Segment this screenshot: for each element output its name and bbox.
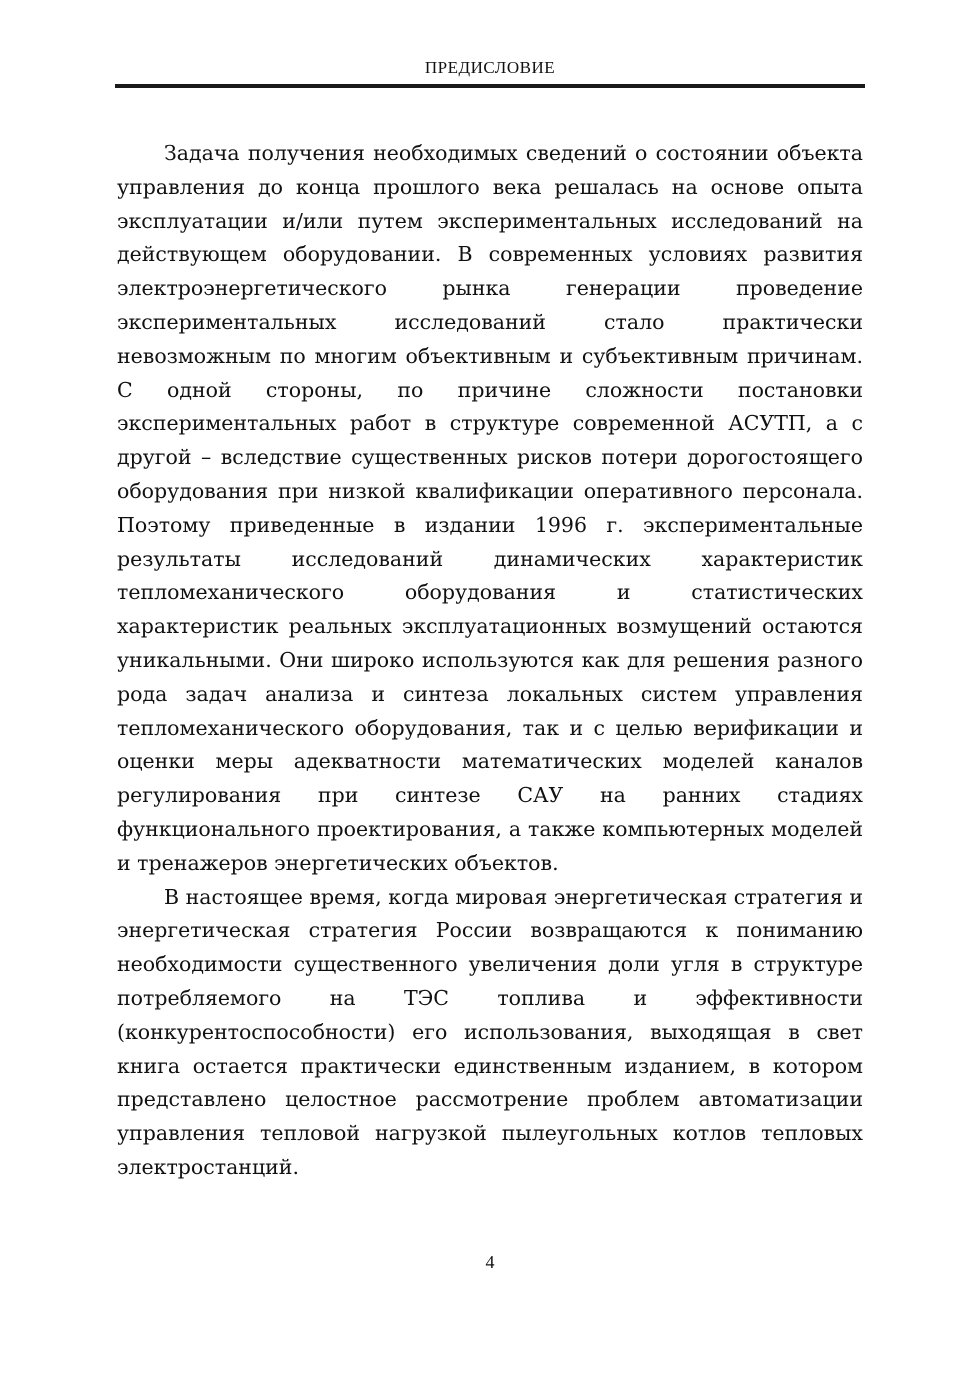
header-rule	[115, 84, 865, 88]
paragraph-2: В настоящее время, когда мировая энергетическая стратегия и энергетическая стратегия России возвращаются к пониманию необходимости существенного увеличения доли угля в структуре потребляемого на ТЭС топлива и эффективности (конкурентоспособности) его использования, выходящая в свет книга остается практически единственным изданием, в котором представлено целостное рассмотрение проблем автоматизации управления тепловой нагрузкой пылеугольных котлов тепловых электростанций.	[117, 884, 863, 1179]
running-header-title: ПРЕДИСЛОВИЕ	[424, 58, 556, 77]
page-number: 4	[485, 1252, 495, 1272]
body-text	[117, 137, 863, 1185]
paragraph-1: Задача получения необходимых сведений о состоянии объекта управления до конца прошлого века решалась на основе опыта эксплуатации и/или путем экспериментальных исследований на действующем оборудовании. В современных условиях развития электроэнергетического рынка генерации проведение экспериментальных исследований стало практически невозможным по многим объективным и субъективным причинам. С одной стороны, по причине сложности постановки экспериментальных работ в структуре современной АСУТП, а с другой – вследствие существенных рисков потери дорогостоящего оборудования при низкой квалификации оперативного персонала. Поэтому приведенные в издании 1996 г. экспериментальные результаты исследований динамических характеристик тепломеханического оборудования и статистических характеристик реальных эксплуатационных возмущений остаются уникальными. Они широко используются как для решения разного рода задач анализа и синтеза локальных систем управления тепломеханического оборудования, так и с целью верификации и оценки меры адекватности математических моделей каналов регулирования при синтезе САУ на ранних стадиях функционального проектирования, а также компьютерных моделей и тренажеров энергетических объектов.	[117, 141, 863, 875]
